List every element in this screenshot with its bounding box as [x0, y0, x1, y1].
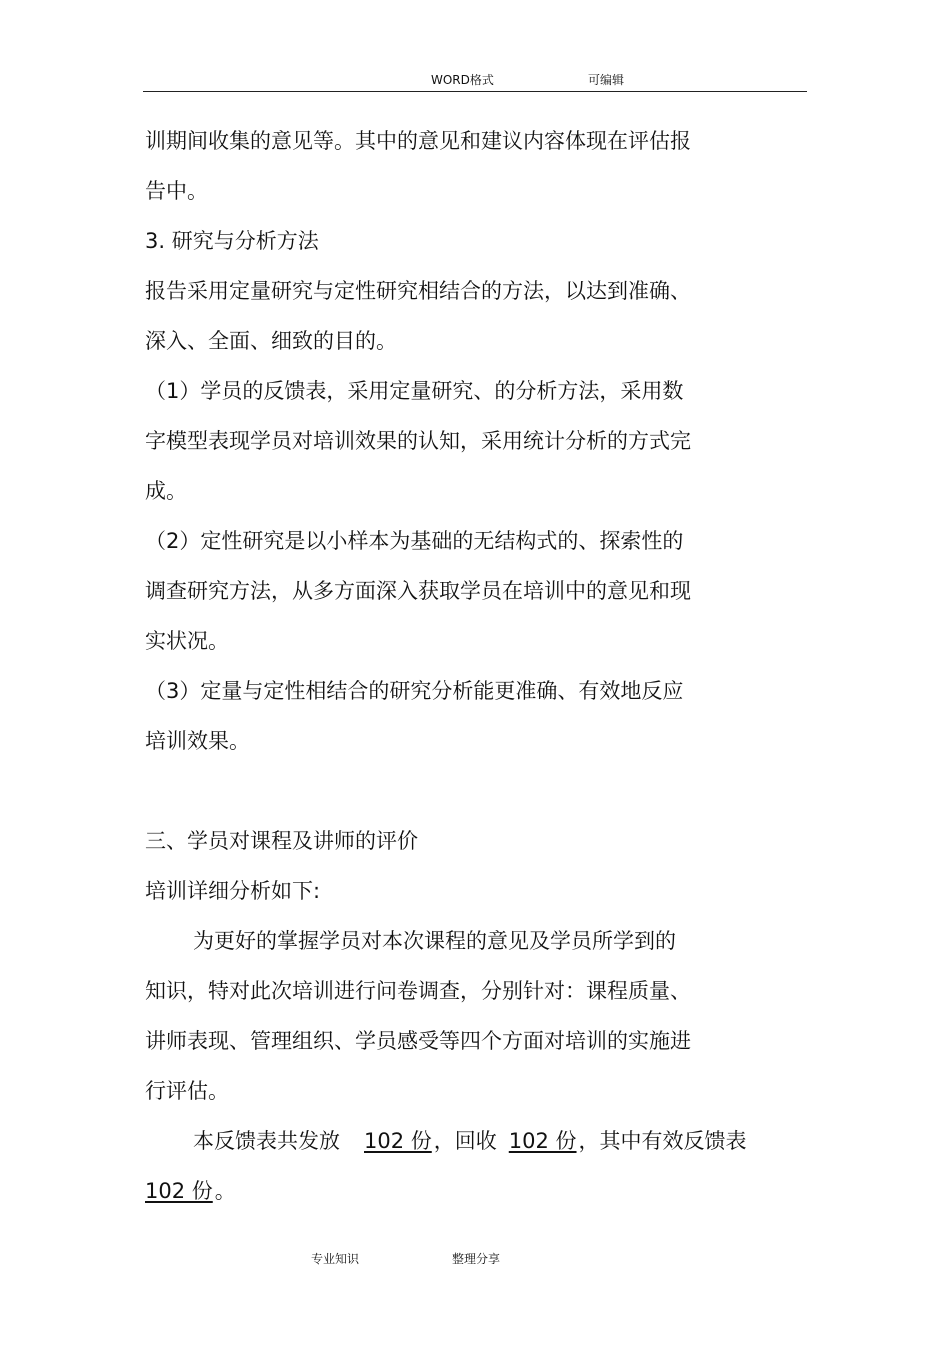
paragraph-line: 讲师表现、管理组织、学员感受等四个方面对培训的实施进: [145, 1029, 691, 1053]
feedback-text: 。: [214, 1179, 236, 1203]
feedback-text: 本反馈表共发放: [193, 1129, 340, 1153]
list-item-3-line: （3）定量与定性相结合的研究分析能更准确、有效地反应: [145, 679, 684, 703]
paragraph-line: 为更好的掌握学员对本次课程的意见及学员所学到的: [193, 929, 676, 953]
feedback-count-line: [193, 1128, 747, 1154]
feedback-count-line: [145, 1178, 236, 1204]
footer-right-text: 整理分享: [452, 1252, 501, 1266]
list-item-1-line: 字模型表现学员对培训效果的认知，采用统计分析的方式完: [145, 429, 691, 453]
section-heading-three: 三、学员对课程及讲师的评价: [145, 829, 418, 853]
footer-left-text: 专业知识: [311, 1252, 360, 1266]
paragraph-line: 告中。: [145, 179, 208, 203]
paragraph-line: 知识，特对此次培训进行问卷调查，分别针对：课程质量、: [145, 979, 691, 1003]
page-header: [143, 68, 807, 92]
paragraph-line: 深入、全面、细致的目的。: [145, 329, 397, 353]
paragraph-line: 报告采用定量研究与定性研究相结合的方法，以达到准确、: [145, 279, 691, 303]
list-item-2-line: 调查研究方法，从多方面深入获取学员在培训中的意见和现: [145, 579, 691, 603]
valid-count: 102 份: [145, 1179, 213, 1203]
issued-count: 102 份: [364, 1129, 432, 1153]
header-right-text: 可编辑: [588, 73, 625, 87]
header-left-text: WORD格式: [431, 73, 494, 87]
feedback-text: ，其中有效反馈表: [578, 1129, 747, 1153]
feedback-text: ，回收: [433, 1129, 497, 1153]
list-item-3-line: 培训效果。: [145, 729, 250, 753]
list-item-2-line: 实状况。: [145, 629, 229, 653]
list-item-1-line: （1）学员的反馈表，采用定量研究、的分析方法，采用数: [145, 379, 684, 403]
section-heading-3: 3. 研究与分析方法: [145, 229, 319, 253]
paragraph-line: 行评估。: [145, 1079, 229, 1103]
list-item-1-line: 成。: [145, 479, 187, 503]
returned-count: 102 份: [508, 1129, 577, 1153]
analysis-intro: 培训详细分析如下:: [145, 879, 321, 903]
list-item-2-line: （2）定性研究是以小样本为基础的无结构式的、探索性的: [145, 529, 684, 553]
paragraph-line: 训期间收集的意见等。其中的意见和建议内容体现在评估报: [145, 129, 691, 153]
